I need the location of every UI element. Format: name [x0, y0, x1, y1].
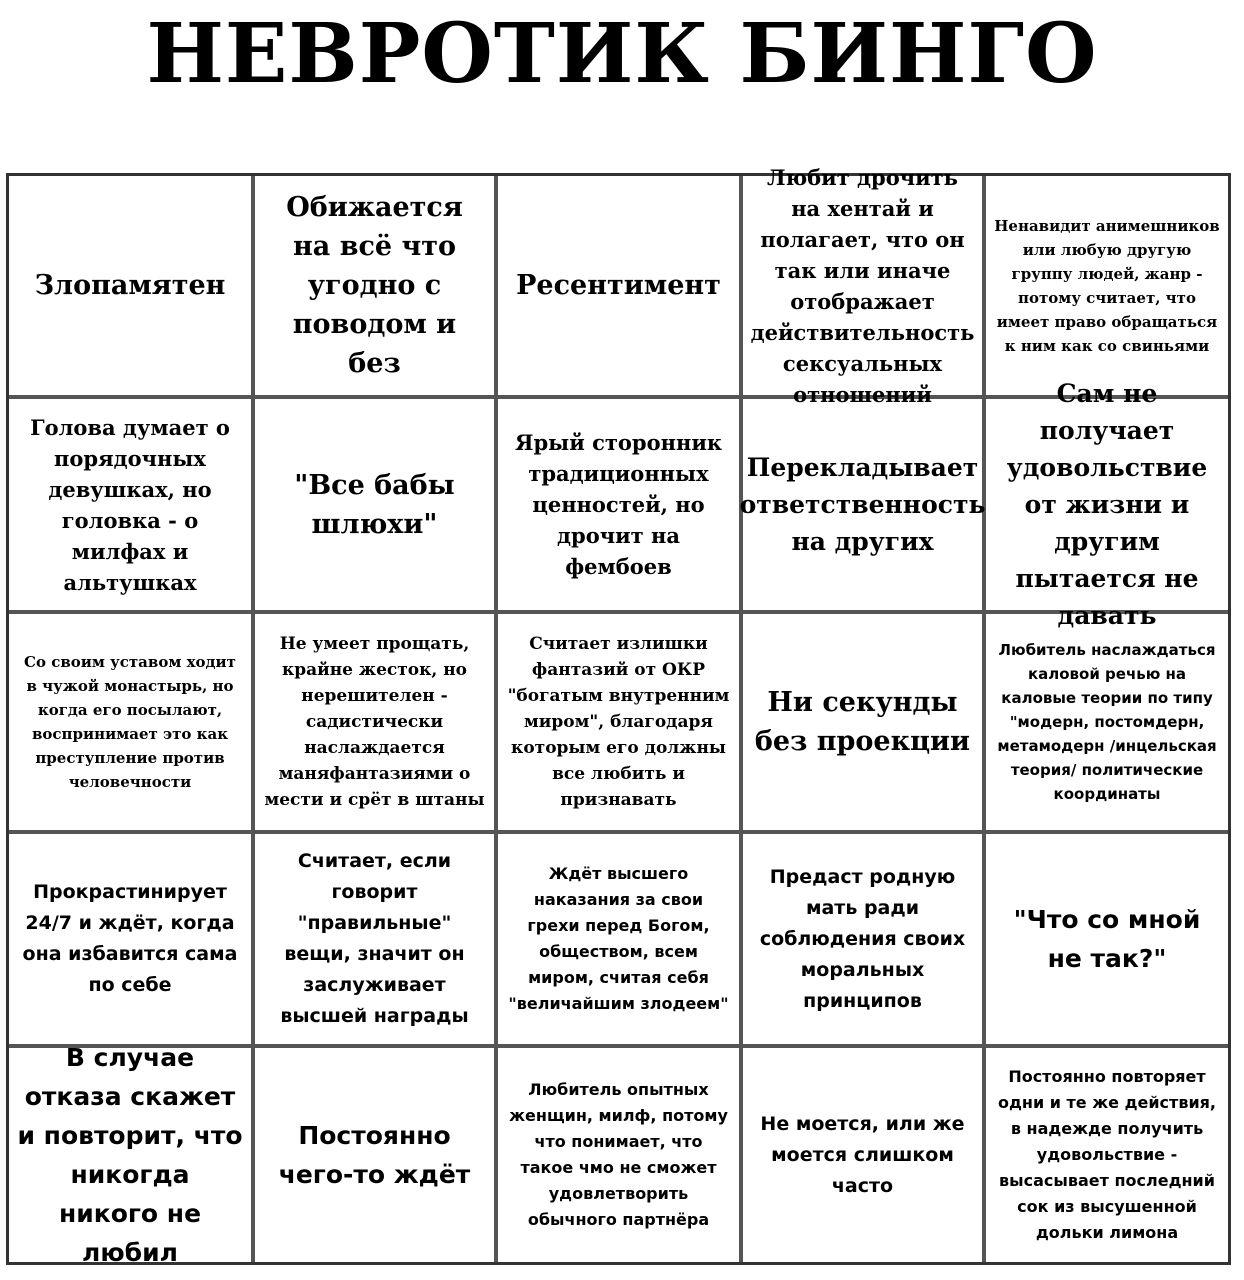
bingo-cell-r4c4[interactable]: Предаст родную мать ради соблюдения своих моральных принципов [743, 834, 986, 1048]
bingo-cell-r1c4[interactable]: Любит дрочить на хентай и полагает, что он так или иначе отображает действительность сексуальных отношений [743, 176, 986, 399]
bingo-cell-r2c1[interactable]: Голова думает о порядочных девушках, но головка - о милфах и альтушках [9, 399, 255, 614]
bingo-cell-r2c5[interactable]: Сам не получает удовольствие от жизни и другим пытается не давать [986, 399, 1228, 614]
bingo-cell-r3c4[interactable]: Ни секунды без проекции [743, 614, 986, 834]
bingo-cell-r2c4[interactable]: Перекладывает ответственность на других [743, 399, 986, 614]
bingo-cell-r3c1[interactable]: Со своим уставом ходит в чужой монастырь, но когда его посылают, воспринимает это как преступление против человечности [9, 614, 255, 834]
bingo-cell-r5c5[interactable]: Постоянно повторяет одни и те же действия, в надежде получить удовольствие - высасывает последний сок из высушенной дольки лимона [998, 1067, 1216, 1242]
bingo-cell-r5c2[interactable]: Постоянно чего-то ждёт [255, 1048, 498, 1262]
bingo-cell-r5c4[interactable]: Не моется, или же моется слишком часто [743, 1048, 986, 1262]
bingo-cell-r5c1[interactable]: В случае отказа скажет и повторит, что никогда никого не любил [9, 1048, 255, 1262]
page-title: НЕВРОТИК БИНГО [146, 6, 1098, 102]
bingo-cell-r3c3[interactable]: Считает излишки фантазий от ОКР "богатым внутренним миром", благодаря которым его должны все любить и признавать [498, 614, 743, 834]
bingo-cell-r2c2[interactable]: "Все бабы шлюхи" [255, 399, 498, 614]
bingo-cell-r4c1[interactable]: Прокрастинирует 24/7 и ждёт, когда она избавится сама по себе [9, 834, 255, 1048]
bingo-cell-r5c3[interactable]: Любитель опытных женщин, милф, потому что понимает, что такое чмо не сможет удовлетворить обычного партнёра [498, 1048, 743, 1262]
bingo-cell-r4c5[interactable]: "Что со мной не так?" [986, 834, 1228, 1048]
bingo-cell-r1c1[interactable]: Злопамятен [9, 176, 255, 399]
bingo-cell-r2c3[interactable]: Ярый сторонник традиционных ценностей, но дрочит на фембоев [498, 399, 743, 614]
bingo-cell-r4c3[interactable]: Ждёт высшего наказания за свои грехи перед Богом, обществом, всем миром, считая себя "величайшим злодеем" [498, 834, 743, 1048]
bingo-board [6, 164, 1231, 1267]
bingo-cell-r4c2[interactable]: Считает, если говорит "правильные" вещи, значит он заслуживает высшей награды [255, 834, 498, 1048]
bingo-cell-r1c2[interactable]: Обижается на всё что угодно с поводом и без [255, 176, 498, 399]
bingo-cell-r1c5[interactable]: Ненавидит анимешников или любую другую группу людей, жанр - потому считает, что имеет право обращаться к ним как со свиньями [986, 176, 1228, 399]
bingo-cell-r1c3[interactable]: Ресентимент [498, 176, 743, 399]
bingo-cell-r3c2[interactable]: Не умеет прощать, крайне жесток, но нерешителен - садистически наслаждается маняфантазиями о мести и срёт в штаны [255, 614, 498, 834]
bingo-cell-r3c5[interactable]: Любитель наслаждаться каловой речью на каловые теории по типу "модерн, постомдерн, метамодерн /инцельская теория/ политические координаты [986, 614, 1228, 834]
